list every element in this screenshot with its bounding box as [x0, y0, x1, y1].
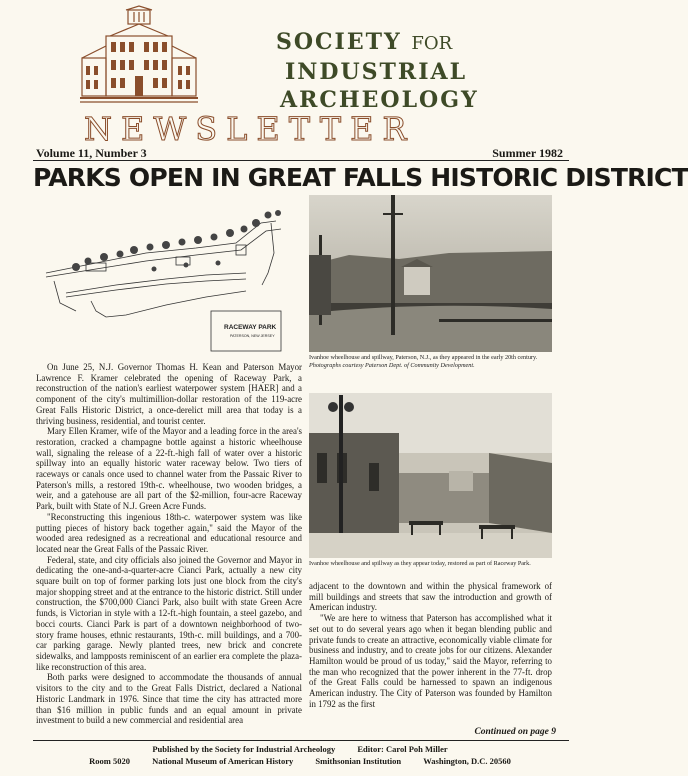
paragraph: Federal, state, and city officials also joined the Governor and Mayor in dedicating the one-and-a-quarter-acre Cianci Park, actually a new city square built on top of former parking lots just one block from the city's major shopping street and at the entrance to the historic district. Still under construction, the $700,000 Cianci Park, also built with state Green Acre funds, is Victorian in style with a 12-ft.-high fountain, a steel gazebo, and bocci courts. Cianci Park is part of a downtown neighborhood of two-story frame houses, ethnic restaurants, 19th-c. mill buildings, and a 700-car parking garage. Newly planted trees, new brick and concrete sidewalks, and lampposts reminiscent of an earlier era complete the plaza-like reconstruction of this area. — [36, 554, 302, 672]
photo-restored-wheelhouse — [309, 393, 552, 558]
photo-historic-wheelhouse — [309, 195, 552, 352]
footer-rule — [33, 740, 569, 741]
title-line-industrial: INDUSTRIAL — [285, 59, 468, 85]
paragraph: "Reconstructing this ingenious 18th-c. waterpower system was like putting pieces of history back together again," said the Mayor of the wooded area redesigned as a recreational and educational resource and located near the Great Falls of the Passaic River. — [36, 511, 302, 554]
article-column-2 — [309, 581, 552, 709]
issue-date: Summer 1982 — [492, 146, 563, 160]
footer-editor: Editor: Carol Poh Miller — [357, 744, 448, 754]
article-column-1 — [36, 362, 302, 726]
header-rule — [33, 160, 569, 161]
footer-line-2 — [0, 756, 600, 766]
title-word-for: FOR — [411, 33, 453, 54]
photo1-credit: Photographs courtesy Paterson Dept. of Community Development. — [309, 361, 475, 369]
continued-notice: Continued on page 9 — [474, 727, 556, 737]
title-line-society: SOCIETY — [276, 29, 402, 55]
footer-smithsonian: Smithsonian Institution — [315, 756, 402, 766]
volume-number: Volume 11, Number 3 — [36, 146, 147, 160]
newsletter-wordmark: NEWSLETTER — [84, 110, 416, 148]
paragraph: adjacent to the downtown and within the physical framework of mill buildings and streets that saw the introduction and growth of American industry. — [309, 581, 552, 613]
photo2-caption: Ivanhoe wheelhouse and spillway as they appear today, restored as part of Raceway Park. — [309, 560, 531, 567]
headline: PARKS OPEN IN GREAT FALLS HISTORIC DISTRICT — [33, 163, 688, 192]
map-subtitle: PATERSON, NEW JERSEY — [230, 334, 275, 338]
photo1-caption — [309, 354, 552, 369]
title-line-archeology: ARCHEOLOGY — [280, 87, 479, 113]
footer-city: Washington, D.C. 20560 — [423, 756, 511, 766]
footer-line-1 — [0, 744, 600, 754]
photo1-caption-text: Ivanhoe wheelhouse and spillway, Paterson, N.J., as they appeared in the early 20th century. — [309, 354, 538, 361]
footer-museum: National Museum of American History — [152, 756, 294, 766]
restored-photo-image — [309, 393, 552, 558]
society-title — [276, 28, 536, 114]
footer-publisher: Published by the Society for Industrial Archeology — [152, 744, 336, 754]
paragraph: Both parks were designed to accommodate the thousands of annual visitors to the city and to the Great Falls District, declared a National Historic Landmark in 1976. Since that time the city has attracted more than $16 million in public funds and an equal amount in private investment to build a new commercial and residential area — [36, 672, 302, 726]
roundhouse-logo — [80, 6, 198, 106]
paragraph: Mary Ellen Kramer, wife of the Mayor and a leading force in the area's restoration, cracked a champagne bottle against a historic wheelhouse wall, signaling the release of a 22-ft.-high fall of water over a historic spillway into an equally historic water raceway below. Two tiers of raceways or canals once used to channel water from the Passaic River to Paterson's mills, a restored 19th-c. wheelhouse, two wooden bridges, a weir, and a gatehouse are all part of the $2-million, four-acre Raceway Park, built with State of N.J. Green Acre Funds. — [36, 426, 302, 512]
paragraph: "We are here to witness that Paterson has accomplished what it set out to do several years ago when it began blending public and private funds to create an attractive, economically viable climate for business and industry, and to create jobs for our citizens. Alexander Hamilton would be proud of us today," said the Mayor, referring to the man who recognized that the power inherent in the 77-ft. drop of the Great Falls could be harnessed to spawn an indigenous American industry. The City of Paterson was founded by Hamilton in 1792 as the first — [309, 613, 552, 709]
paragraph: On June 25, N.J. Governor Thomas H. Kean and Paterson Mayor Lawrence F. Kramer celebrated the opening of Raceway Park, a reconstruction of the nation's earliest waterpower system [HAER] and a component of the city's multimillion-dollar restoration of the 119-acre Great Falls Historic District, a once-derelict mill area that today is a thriving business, residential, and tourist center. — [36, 362, 302, 426]
raceway-park-map — [36, 193, 304, 357]
historic-photo-image — [309, 195, 552, 352]
map-title: RACEWAY PARK — [224, 324, 277, 331]
footer-room: Room 5020 — [89, 756, 130, 766]
